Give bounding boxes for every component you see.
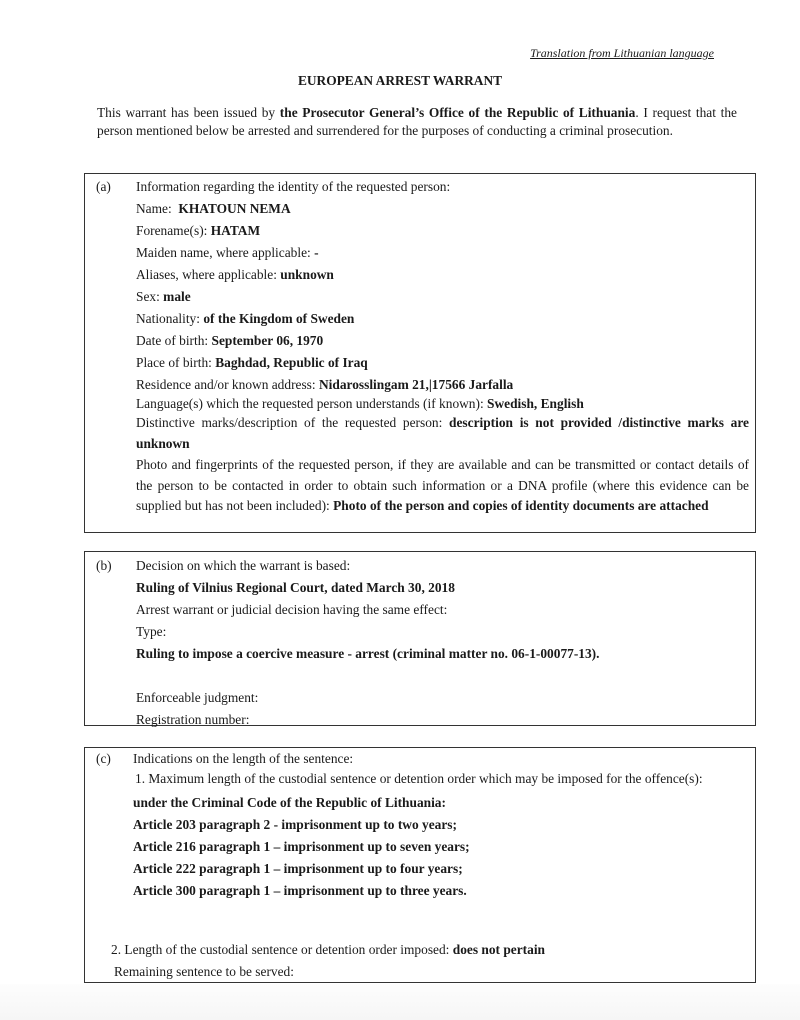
remaining-sentence-label: Remaining sentence to be served: <box>114 964 294 979</box>
imposed-label: 2. Length of the custodial sentence or detention order imposed: <box>111 942 450 957</box>
name-value: KHATOUN NEMA <box>178 201 291 216</box>
forename-value: HATAM <box>210 223 261 238</box>
issuing-authority: the Prosecutor General’s Office of the Republic of Lithuania <box>279 105 636 120</box>
article-222: Article 222 paragraph 1 – imprisonment up to four years; <box>133 861 463 876</box>
marks-value: description is not provided /distinctive marks are unknown <box>136 415 749 451</box>
name-row <box>136 198 749 220</box>
section-b-spacer <box>136 665 749 687</box>
section-a-content <box>136 176 749 517</box>
sex-label: Sex: <box>136 289 160 304</box>
page-bottom-shade <box>0 984 800 1020</box>
intro-post: . I request that the person mentioned below be arrested and surrendered for the purposes of conducting a criminal prosecution. <box>97 105 737 138</box>
section-a-letter: (a) <box>96 179 111 194</box>
imposed-value: does not pertain <box>452 942 546 957</box>
residence-row <box>136 374 749 393</box>
identity-heading: Information regarding the identity of the requested person: <box>136 179 451 194</box>
maiden-value: - <box>314 245 319 260</box>
article-203: Article 203 paragraph 2 - imprisonment up to two years; <box>133 817 457 832</box>
section-b-content <box>136 555 749 731</box>
section-c-letter: (c) <box>96 751 111 766</box>
name-label: Name: <box>136 201 172 216</box>
sex-row <box>136 286 749 308</box>
photo-paragraph <box>136 455 749 517</box>
registration-number-label: Registration number: <box>136 712 250 727</box>
marks-paragraph <box>136 413 749 454</box>
section-c-content <box>133 748 749 902</box>
ruling-text: Ruling of Vilnius Regional Court, dated March 30, 2018 <box>136 580 455 595</box>
nationality-row <box>136 308 749 330</box>
type-value: Ruling to impose a coercive measure - arrest (criminal matter no. 06-1-00077-13). <box>136 646 600 661</box>
languages-row <box>136 393 749 412</box>
languages-value: Swedish, English <box>487 396 584 411</box>
nationality-value: of the Kingdom of Sweden <box>203 311 355 326</box>
forename-label: Forename(s): <box>136 223 208 238</box>
dob-row <box>136 330 749 352</box>
dob-value: September 06, 1970 <box>211 333 324 348</box>
photo-value: Photo of the person and copies of identity documents are attached <box>333 498 709 513</box>
nationality-label: Nationality: <box>136 311 200 326</box>
arrest-warrant-label: Arrest warrant or judicial decision having the same effect: <box>136 602 448 617</box>
section-a-identity <box>84 173 756 533</box>
residence-value: Nidarosslingam 21,|17566 Jarfalla <box>318 377 514 392</box>
section-b-letter: (b) <box>96 558 112 573</box>
aliases-value: unknown <box>280 267 334 282</box>
marks-label: Distinctive marks/description of the requested person: <box>136 415 443 430</box>
pob-label: Place of birth: <box>136 355 212 370</box>
criminal-code-line: under the Criminal Code of the Republic of Lithuania: <box>133 795 446 810</box>
document-title: EUROPEAN ARREST WARRANT <box>297 73 503 88</box>
max-length-paragraph: 1. Maximum length of the custodial sentence or detention order which may be imposed for the offence(s): <box>135 771 703 786</box>
sex-value: male <box>163 289 191 304</box>
maiden-row <box>136 242 749 264</box>
imposed-sentence-row <box>111 939 545 960</box>
maiden-label: Maiden name, where applicable: <box>136 245 311 260</box>
residence-label: Residence and/or known address: <box>136 377 316 392</box>
languages-label: Language(s) which the requested person understands (if known): <box>136 396 484 411</box>
sentence-heading: Indications on the length of the sentence: <box>133 751 354 766</box>
aliases-label: Aliases, where applicable: <box>136 267 277 282</box>
article-216: Article 216 paragraph 1 – imprisonment up to seven years; <box>133 839 470 854</box>
section-b-decision <box>84 551 756 726</box>
intro-paragraph <box>97 104 737 140</box>
forename-row <box>136 220 749 242</box>
enforceable-judgment-label: Enforceable judgment: <box>136 690 259 705</box>
translation-note: Translation from Lithuanian language <box>530 46 714 60</box>
article-300: Article 300 paragraph 1 – imprisonment up to three years. <box>133 883 467 898</box>
dob-label: Date of birth: <box>136 333 209 348</box>
decision-heading: Decision on which the warrant is based: <box>136 558 351 573</box>
aliases-row <box>136 264 749 286</box>
photo-label: Photo and fingerprints of the requested person, if they are available and can be transmitted or contact details of the person to be contacted in order to obtain such information or a DNA profile (where this evidence can be supplied but has not been included): <box>136 457 749 513</box>
pob-row <box>136 352 749 374</box>
pob-value: Baghdad, Republic of Iraq <box>215 355 368 370</box>
intro-pre: This warrant has been issued by <box>97 105 280 120</box>
type-label: Type: <box>136 624 167 639</box>
